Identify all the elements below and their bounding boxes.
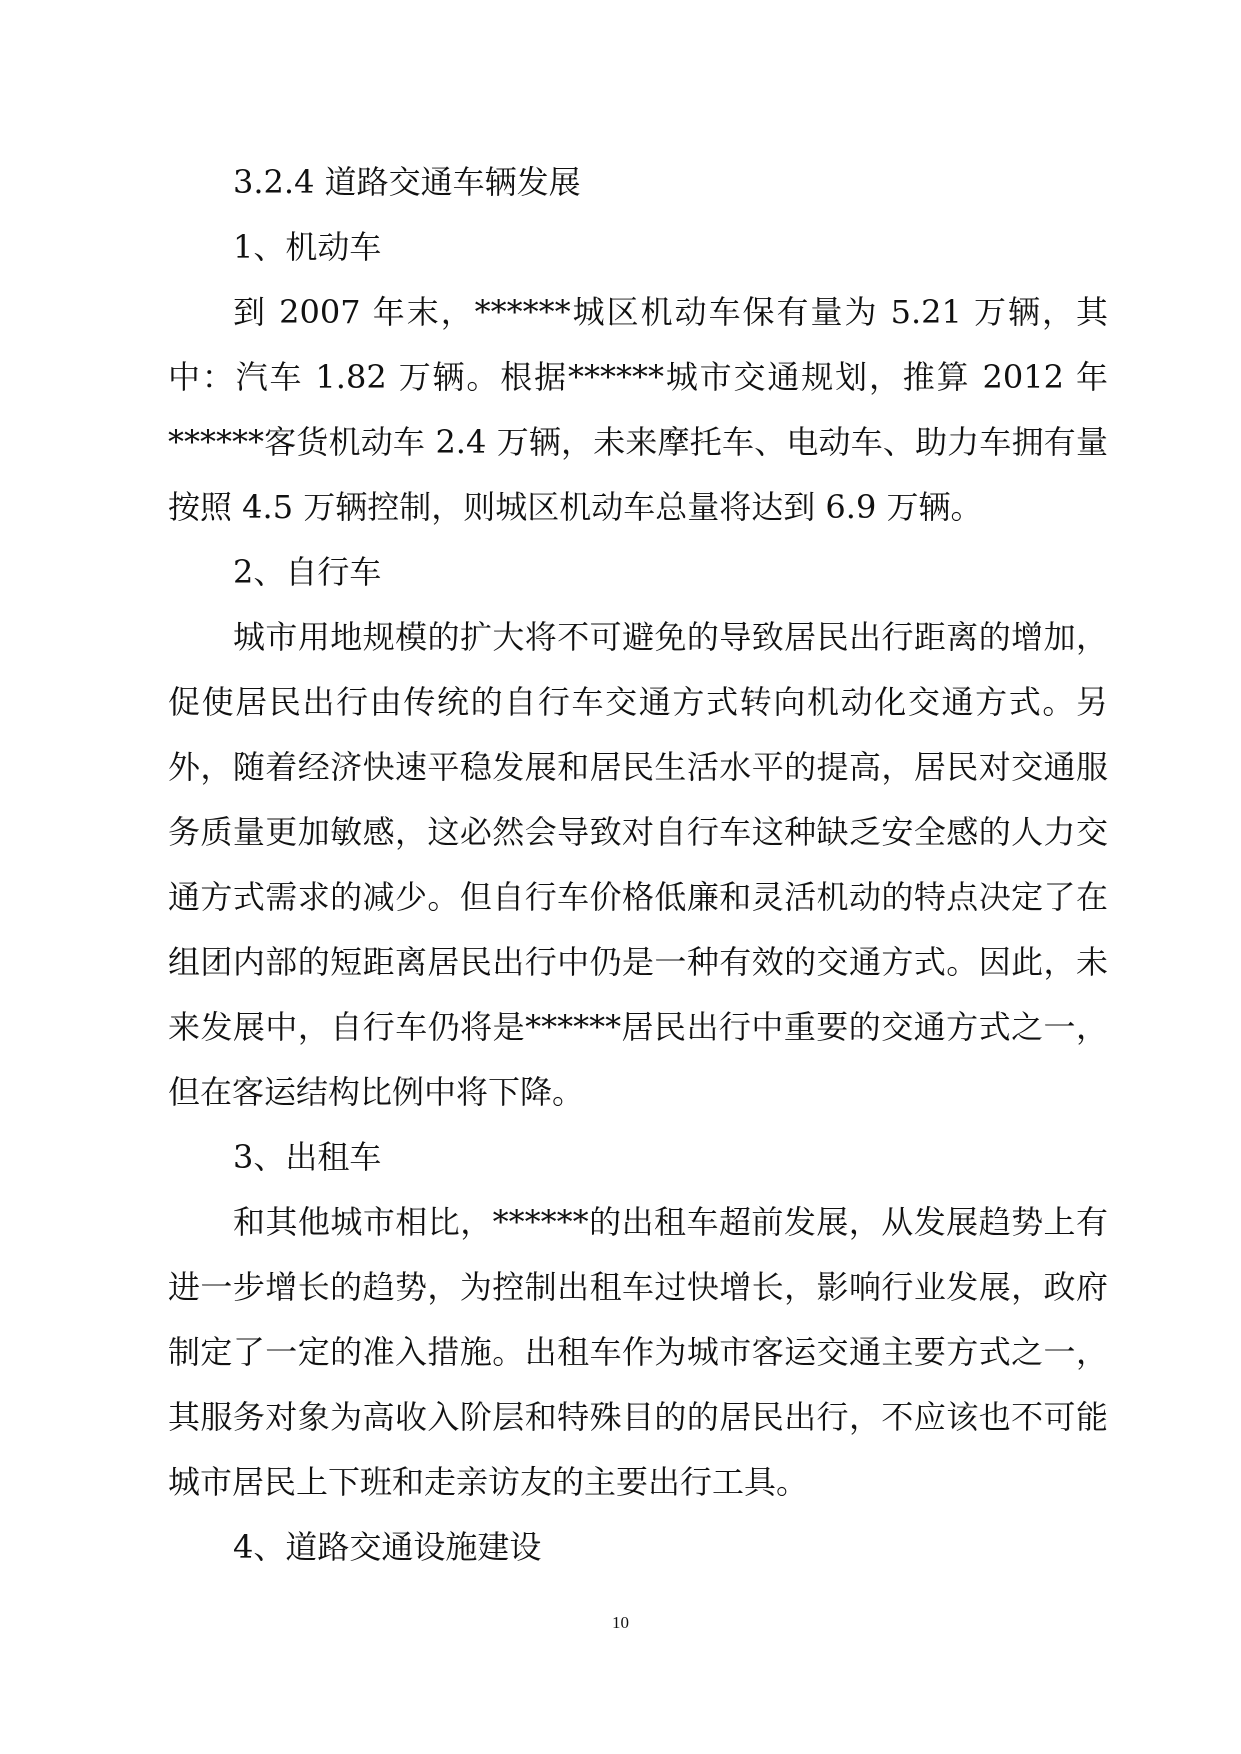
paragraph-taxis: 和其他城市相比，******的出租车超前发展，从发展趋势上有进一步增长的趋势，为控制出租车过快增长，影响行业发展，政府制定了一定的准入措施。出租车作为城市客运交通主要方式之一，其服务对象为高收入阶层和特殊目的的居民出行，不应该也不可能城市居民上下班和走亲访友的主要出行工具。 [168, 1203, 1108, 1501]
subsection-heading-road-facilities: 4、道路交通设施建设 [233, 1528, 542, 1566]
page-body [168, 150, 1108, 1580]
subsection-heading-taxis: 3、出租车 [233, 1138, 382, 1176]
section-title: 3.2.4 道路交通车辆发展 [233, 163, 581, 201]
paragraph-bicycles: 城市用地规模的扩大将不可避免的导致居民出行距离的增加，促使居民出行由传统的自行车交通方式转向机动化交通方式。另外，随着经济快速平稳发展和居民生活水平的提高，居民对交通服务质量更加敏感，这必然会导致对自行车这种缺乏安全感的人力交通方式需求的减少。但自行车价格低廉和灵活机动的特点决定了在组团内部的短距离居民出行中仍是一种有效的交通方式。因此，未来发展中，自行车仍将是******居民出行中重要的交通方式之一，但在客运结构比例中将下降。 [168, 618, 1108, 1111]
paragraph-motor-vehicles: 到 2007 年末，******城区机动车保有量为 5.21 万辆，其中：汽车 1.82 万辆。根据******城市交通规划，推算 2012 年******客货机动车 2.4 万辆，未来摩托车、电动车、助力车拥有量按照 4.5 万辆控制，则城区机动车总量将达到 6.9 万辆。 [168, 293, 1108, 526]
subsection-heading-motor-vehicles: 1、机动车 [233, 228, 382, 266]
page-number: 10 [612, 1613, 629, 1632]
subsection-heading-bicycles: 2、自行车 [233, 553, 382, 591]
